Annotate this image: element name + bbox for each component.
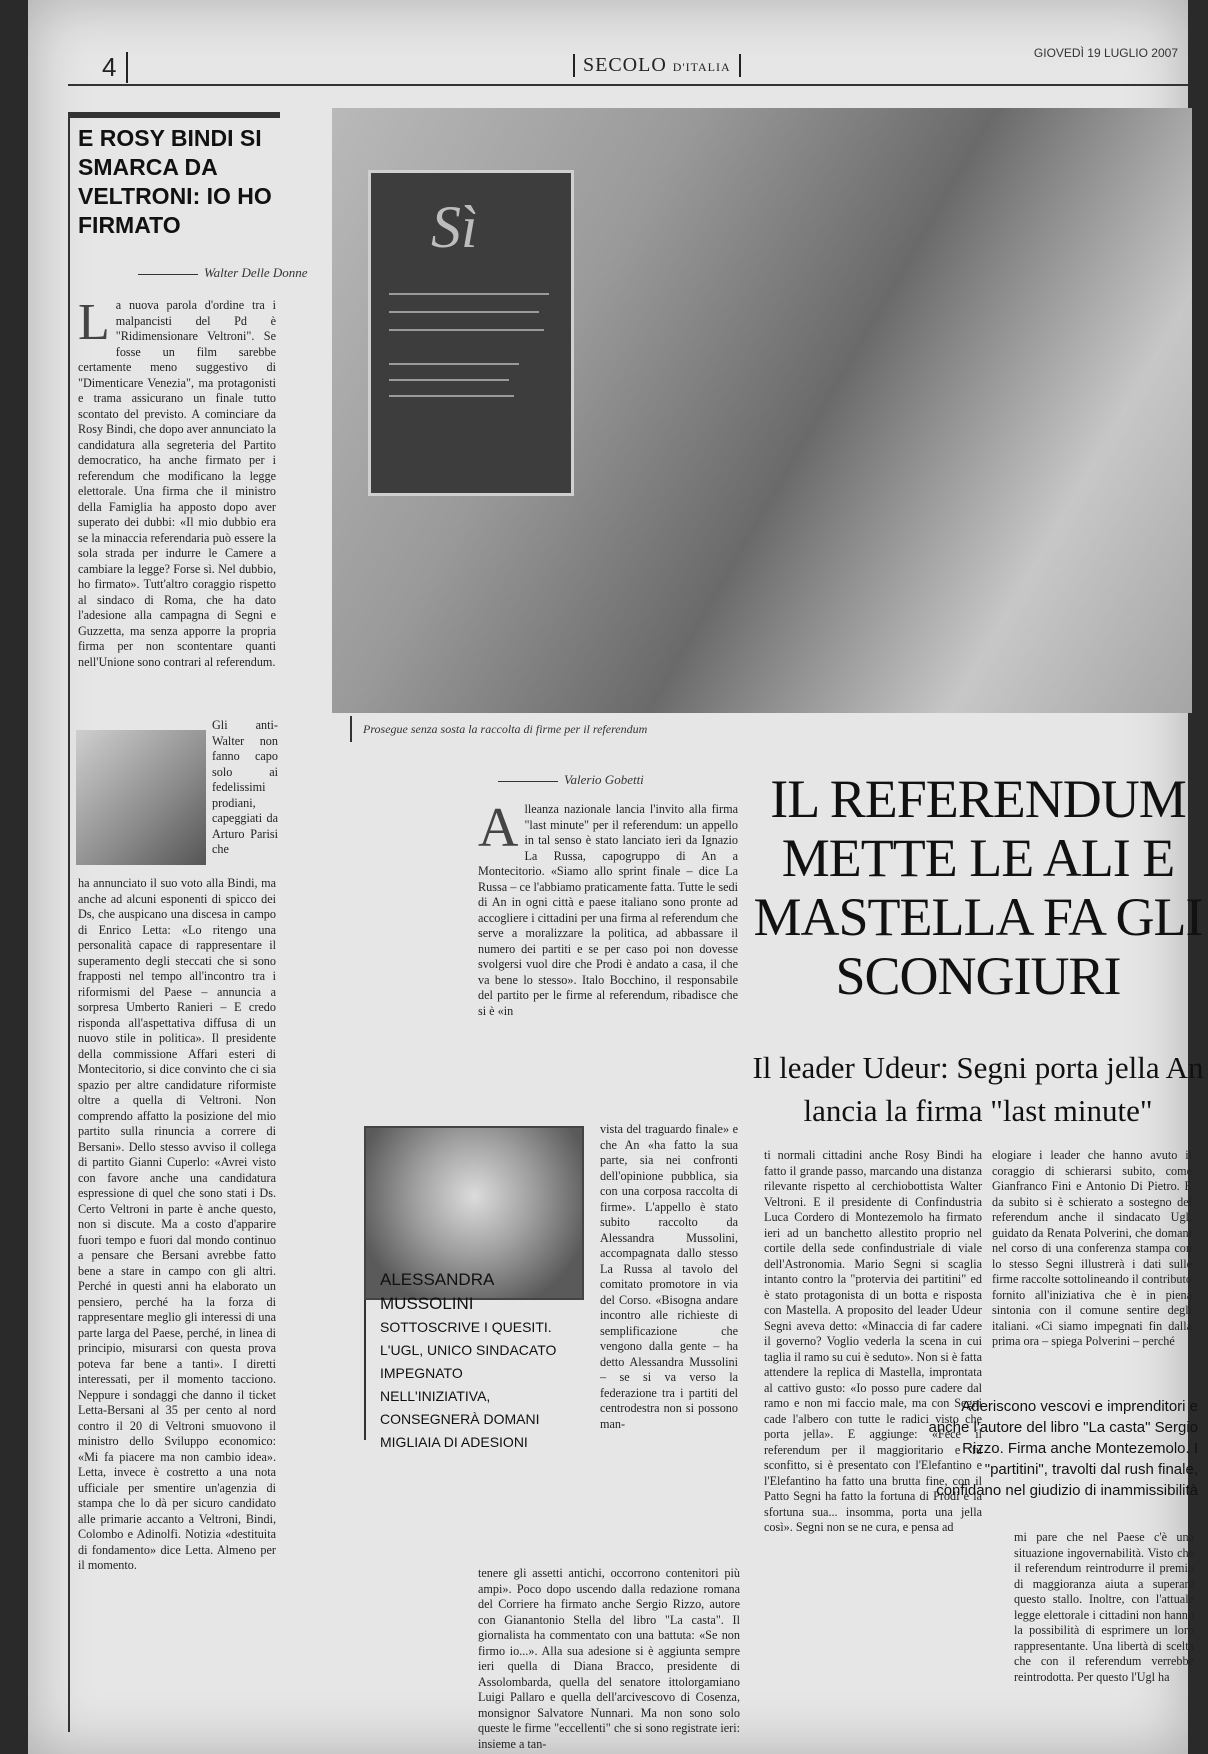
poster-text-line [389,329,544,331]
left-article-headline: E ROSY BINDI SI SMARCA DA VELTRONI: IO HO FIRMATO [78,125,272,238]
poster-text-line [389,293,549,295]
main-article-text-1: lleanza nazionale lancia l'invito alla firma "last minute" per il referendum: un appello in tal senso è stato lanciato ieri da Ignazio La Russa, capogruppo di An a Montecitorio. «Siamo allo sprint finale – dice La Russa – ce l'abbiamo praticamente fatta. Tutte le sedi di An in ogni città e paese italiano sono pronte ad accogliere i cittadini per una firma al referendum che serve a moralizzare la politica, ad abbassare il numero dei partiti e se per caso poi non dovesse svolgersi vuol dire che Prodi è andato a casa, il che va bene lo stesso». Italo Bocchino, il responsabile del partito per le firme al referendum, ribadisce che si è «in [478,802,738,1018]
page-number: 4 [102,52,128,83]
main-article-body-1 [478,797,738,1122]
photo-caption: Prosegue senza sosta la raccolta di firme per il referendum [363,722,648,736]
page-header [68,46,1188,86]
newspaper-page [28,0,1204,1754]
mussolini-caption-text: SOTTOSCRIVE I QUESITI. L'UGL, UNICO SINDACATO IMPEGNATO NELL'INIZIATIVA, CONSEGNERÀ DOMANI MIGLIAIA DI ADESIONI [380,1319,557,1450]
poster-text-line [389,395,514,397]
left-article-body-3: ha annunciato il suo voto alla Bindi, ma anche ad alcuni esponenti di spicco dei Ds, che auspicano una discesa in campo di Enrico Letta: «Lo ritengo una personalità capace di rappresentare il superamento degli steccati che si sono frapposti nel tempo all'incontro tra i riformismi del Paese – annuncia a sorpresa Umberto Ranieri – E credo risponda all'aspettativa diffusa di un nuovo stile in politica». Il presidente della commissione Affari esteri di Montecitorio, si dice convinto che ci sia spazio per altre candidature riformiste oltre a quella di Veltroni. Non comprendo affatto la posizione del mio partito sulla rinuncia a correre di Bersani». Dello stesso avviso il collega di partito Gianni Cuperlo: «Avrei visto con favore anche una candidatura espressione di quel che sono stati i Ds. Certo Veltroni in parte è anche questo, non si discute. Ma a costo d'apparire fuori tempo e fuori dal mondo continuo a pensare che Bersani avrebbe fatto bene a stare in campo con gli altri. Perché in questi anni ha elaborato un pensiero, perché ha la forza di rappresentare meglio gli interessi di una parte larga del Paese, perché, in linea di principio, misurarsi con questa prova poteva far bene a tanti». I diretti interessati, per il momento tacciono. Neppure i sondaggi che danno il ticket Letta-Bersani al 35 per cento al nord contro il 20 di Veltroni smuovono il ministro dello Sviluppo economico: «Mi fa piacere ma non cambio idea». Letta, invece è costretto a una nota ufficiale per smentire un'agenzia di stampa che lo dà per sicuro candidato alle primarie accanto a Veltroni, Bindi, Colombo e Adinolfi. Notizia «destituita di fondamento» dice Letta. Almeno per il momento. [78,876,276,1572]
referendum-poster [368,170,574,496]
main-article-byline: Valerio Gobetti [498,772,644,788]
left-article-body-1 [78,294,276,718]
header-date: GIOVEDÌ 19 LUGLIO 2007 [1033,46,1178,60]
poster-logo: Sì [431,194,478,260]
left-article-text-1: a nuova parola d'ordine tra i malpancisti del Pd è "Ridimensionare Veltroni". Se fosse un film sarebbe certamente meno suggestivo di "Dimenticare Venezia", ma protagonisti e trama assicurano un finale tutto scontato del previsto. A cominciare da Rosy Bindi, che dopo aver annunciato la candidatura alla segreteria del Partito democratico, ha anche firmato per i referendum che modificano la legge elettorale. Una firma che il ministro della Famiglia ha apposto dopo aver superato dei dubbi: «Il mio dubbio era se la minaccia referendaria può essere la sola strada per indurre le Camere a cambiare la legge? Forse sì. Nel dubbio, ho firmato». Tutt'altro coraggio rispetto al sindaco di Roma, che ha dato l'adesione alla campagna di Segni e Guzzetta, ma senza apporre la propria firma per non scontentare quanti nell'Unione sono contrari al referendum. [78,298,276,669]
main-article-body-5: elogiare i leader che hanno avuto il coraggio di schierarsi subito, come Gianfranco Fini e Antonio Di Pietro. E da subito si è schierato a sostegno del referendum anche il sindacato Ugl, guidato da Renata Polverini, che domani nel corso di una conferenza stampa con lo stesso Segni illustrerà i dati sulle firme raccolte sottolineando il contributo fornito all'iniziativa che è in piena sintonia con il comune sentire degli italiani. «Ci siamo impegnati fin dalla prima ora – spiega Polverini – perché [992,1148,1192,1348]
main-article-body-4: ti normali cittadini anche Rosy Bindi ha fatto il grande passo, marcando una distanza rilevante rispetto al cerchiobottista Walter Veltroni. E il presidente di Confindustria Luca Cordero di Montezemolo ha firmato ieri ad un banchetto allestito proprio nel cortile della sede confindustriale di viale dell'Astronomia. Mario Segni si scaglia intanto contro la "protervia dei partitini" ed è stato protagonista di un botta e risposta con Mastella. A proposito del leader Udeur Segni aveva detto: «Minaccia di far cadere il governo? Voglio vederla la scena in cui taglia il ramo su cui è seduto». Non si è fatta attendere la replica di Mastella, improntata al cattivo gusto: «Io posso pure cadere dal ramo e non mi faccio male, ma con Segni cade l'albero con tutte le radici visto che porta jella». E aggiunge: «Fece il referendum per il maggioritario e fu sconfitto, si è presentato con l'Elefantino e l'Elefantino ha fatto una brutta fine, con il Patto Segni ha fatto la fortuna di Prodi e la sfortuna sua... insomma, porta una jella così». Segni non se ne cura, e pensa ad [764,1148,982,1534]
mussolini-caption-name: ALESSANDRA MUSSOLINI [380,1270,494,1313]
left-article-body-2: Gli anti-Walter non fanno capo solo ai fedelissimi prodiani, capeggiati da Arturo Parisi che [212,718,278,856]
pull-quote: Aderiscono vescovi e imprenditori e anche l'autore del libro "La casta" Sergio Rizzo. Firma anche Montezemolo. I "partitini", travolti dal rush finale, confidano nel giudizio di inammissibilità [928,1398,1198,1499]
poster-text-line [389,363,519,365]
main-subheadline: Il leader Udeur: Segni porta jella An lancia la firma "last minute" [752,1050,1204,1128]
left-article-byline: Walter Delle Donne [138,265,308,281]
mussolini-caption [380,1268,576,1454]
caption-rule [350,716,352,742]
rosy-bindi-photo [76,730,206,865]
masthead [573,54,741,77]
main-article-body-3: tenere gli assetti antichi, occorrono contenitori più ampi». Poco dopo uscendo dalla redazione romana del Corriere ha firmato anche Sergio Rizzo, autore con Gianantonio Stella del libro "La casta". Il giornalista ha commentato con una battuta: «Se non firmo io...». Alla sua adesione si è aggiunta sempre ieri quella di Diana Bracco, presidente di Assolombarda, quella del senatore ittolorgamiano Luigi Pallaro e quella dell'arcivescovo di Cosenza, monsignor Salvatore Nunnari. Ma non sono solo queste le firme "eccellenti" che si sono registrate ieri: insieme a tan- [478,1566,740,1751]
masthead-title: SECOLO [583,54,667,76]
poster-text-line [389,379,509,381]
poster-text-line [389,311,539,313]
main-article-dropcap: A [478,797,519,859]
masthead-suffix: D'ITALIA [672,60,731,74]
left-article-dropcap: L [78,294,110,351]
main-article-body-2: vista del traguardo finale» e che An «ha fatto la sua parte, sia nei confronti dell'opinione pubblica, sia con una corposa raccolta di firme». L'appello è stato subito raccolto da Alessandra Mussolini, accompagnata dallo stesso La Russa al tavolo del comitato promotore in via del Corso. «Bisogna andare incontro alle richieste di semplificazione che vengono dalla gente – ha detto Alessandra Mussolini – se si va verso la federazione tra i partiti del centrodestra non si possono man- [600,1122,738,1431]
main-article-body-6: mi pare che nel Paese c'è una situazione ingovernabilità. Visto che il referendum reintrodurre il premio di maggioranza aiuta a superare questo stallo. Inoltre, con l'attuale legge elettorale i cittadini non hanno la possibilità di esprimere un loro rappresentante. Una libertà di scelta che con il referendum verrebbe reintrodotta. Per questo l'Ugl ha [1014,1530,1194,1684]
main-headline: IL REFERENDUM METTE LE ALI E MASTELLA FA GLI SCONGIURI [753,769,1203,1006]
